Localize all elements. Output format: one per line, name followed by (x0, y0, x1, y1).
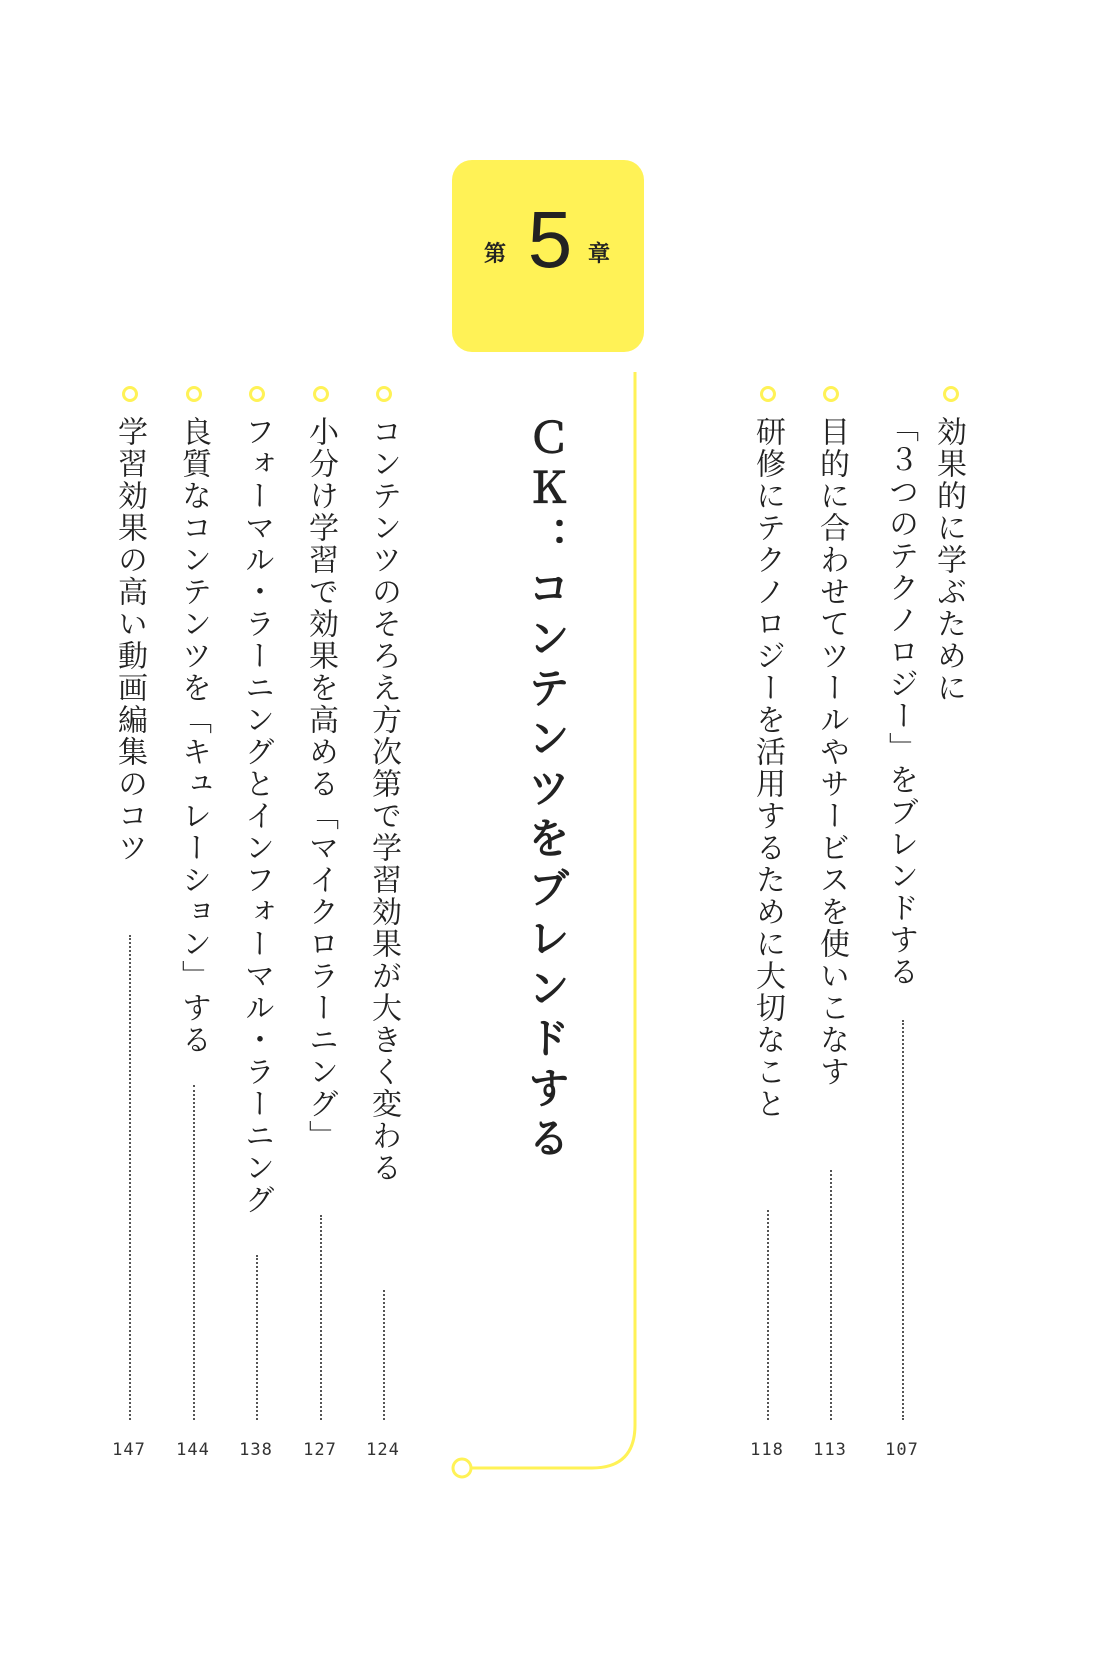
toc-entry-title[interactable]: 小分け学習で効果を高める「マイクロラーニング」 (303, 416, 338, 1152)
bullet-ring-icon (943, 386, 959, 402)
dot-leader (129, 935, 131, 1420)
page-number[interactable]: 147 (112, 1440, 146, 1460)
bullet-ring-icon (376, 386, 392, 402)
dot-leader (902, 1020, 904, 1420)
bullet-ring-icon (122, 386, 138, 402)
bullet-ring-icon (760, 386, 776, 402)
bullet-ring-icon (249, 386, 265, 402)
dot-leader (193, 1085, 195, 1420)
page-number[interactable]: 118 (750, 1440, 784, 1460)
chapter-number: 5 (527, 195, 573, 284)
bullet-ring-icon (186, 386, 202, 402)
page-number[interactable]: 107 (885, 1440, 919, 1460)
dot-leader (320, 1215, 322, 1420)
toc-entry-title[interactable]: フォーマル・ラーニングとインフォーマル・ラーニング (239, 416, 274, 1216)
dot-leader (256, 1255, 258, 1420)
toc-entry-title[interactable]: 良質なコンテンツを「キュレーション」する (176, 416, 211, 1056)
bullet-ring-icon (823, 386, 839, 402)
toc-entry-title[interactable]: コンテンツのそろえ方次第で学習効果が大きく変わる (366, 416, 401, 1184)
chapter-suffix: 章 (588, 242, 611, 267)
toc-entry-title[interactable]: 目的に合わせてツールやサービスを使いこなす (814, 416, 849, 1088)
toc-entry-title-line2[interactable]: 「３つのテクノロジー」をブレンドする (883, 412, 918, 988)
dot-leader (767, 1210, 769, 1420)
chapter-badge (452, 160, 644, 352)
page-number[interactable]: 113 (813, 1440, 847, 1460)
toc-entry-title[interactable]: 研修にテクノロジーを活用するために大切なこと (750, 416, 785, 1120)
connector-end-ring (453, 1459, 471, 1477)
page-number[interactable]: 124 (366, 1440, 400, 1460)
dot-leader (830, 1170, 832, 1420)
page-number[interactable]: 127 (303, 1440, 337, 1460)
page-number[interactable]: 138 (239, 1440, 273, 1460)
bullet-ring-icon (313, 386, 329, 402)
chapter-prefix: 第 (484, 242, 507, 267)
page-number[interactable]: 144 (176, 1440, 210, 1460)
chapter-title: ＣＫ：コンテンツをブレンドする (522, 416, 571, 1166)
toc-entry-title[interactable]: 効果的に学ぶために (931, 416, 966, 704)
toc-entry-title[interactable]: 学習効果の高い動画編集のコツ (112, 416, 147, 864)
dot-leader (383, 1290, 385, 1420)
